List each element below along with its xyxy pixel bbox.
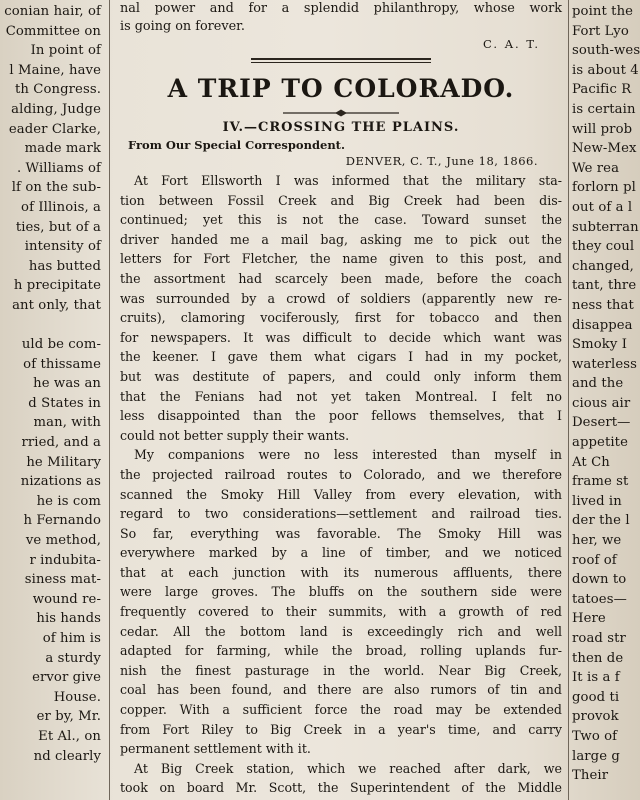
left-column-line: his hands xyxy=(36,611,101,627)
left-column-line: r indubita- xyxy=(29,552,101,568)
right-column-line: good ti xyxy=(572,689,620,705)
article-line: less disappointed than the poor fellows themselves, that I xyxy=(120,408,562,424)
right-column-line: tatoes— xyxy=(572,591,627,607)
article-line: tion between Fossil Creek and Big Creek had been dis- xyxy=(120,192,562,208)
article-paragraph xyxy=(120,445,562,759)
right-column-line: cious air xyxy=(572,395,631,411)
right-column-line: roof of xyxy=(572,552,617,568)
previous-article-line-end: is going on forever. xyxy=(120,19,245,34)
article-line: the assortment had scarcely been made, before the coach xyxy=(120,270,562,286)
left-column-line: ve method, xyxy=(25,533,101,549)
previous-article-line: nal power and for a splendid philanthropy, whose work xyxy=(120,1,562,16)
article-line: cruits), clamoring vociferously, first for tobacco and then xyxy=(120,310,562,326)
left-column-line: he was an xyxy=(33,376,101,392)
article-line: regard to two considerations—settlement and railroad ties. xyxy=(120,506,562,522)
left-column-line: alding, Judge xyxy=(11,101,101,117)
article-line: the projected railroad routes to Colorado, and we therefore xyxy=(120,466,562,482)
article-line: nish the finest pasturage in the world. Near Big Creek, xyxy=(120,662,562,678)
left-column-line: d States in xyxy=(28,395,101,411)
right-column-line: appetite xyxy=(572,435,628,451)
right-column-line: her, we xyxy=(572,533,622,549)
right-column-line: New-Mex xyxy=(572,141,637,157)
left-column-line: a sturdy xyxy=(45,650,101,666)
right-column-line: provok xyxy=(572,709,619,725)
article-byline: From Our Special Correspondent. xyxy=(128,138,346,152)
article-dateline: DENVER, C. T., June 18, 1866. xyxy=(345,154,538,168)
left-column-line: nd clearly xyxy=(33,748,101,764)
right-column-line: Pacific R xyxy=(572,82,632,98)
left-column-line: siness mat- xyxy=(24,572,101,588)
article-line: but was destitute of papers, and could only inform them xyxy=(120,368,562,384)
right-column-line: At Ch xyxy=(572,454,610,470)
left-column-line: er by, Mr. xyxy=(36,709,101,725)
left-column-line: intensity of xyxy=(24,239,101,255)
right-column-line: and the xyxy=(572,376,624,392)
article-paragraph xyxy=(120,171,562,445)
article-line: cedar. All the bottom land is exceedingly rich and well xyxy=(120,623,562,639)
left-column-line: ties, but of a xyxy=(15,219,101,235)
right-column-line: We rea xyxy=(572,160,620,176)
right-column-line: Fort Lyo xyxy=(572,23,629,39)
right-column-line: is certain xyxy=(572,101,636,117)
left-column-line: ant only, that xyxy=(12,297,101,313)
right-column-fragment xyxy=(570,0,640,800)
article-line: frequently covered to their summits, with a growth of red xyxy=(120,604,562,620)
left-column-line: he is com xyxy=(36,493,101,509)
left-column-lines xyxy=(0,0,104,766)
right-column-line: ness that xyxy=(572,297,634,313)
right-column-line: out of a l xyxy=(572,199,633,215)
column-rule-right xyxy=(568,0,569,800)
left-column-line: ervor give xyxy=(32,670,101,686)
right-column-line: Smoky I xyxy=(572,337,628,353)
left-column-line: nizations as xyxy=(20,474,101,490)
right-column-line: Two of xyxy=(572,728,618,744)
article-line: that the Fenians had not yet taken Montreal. I felt no xyxy=(120,388,562,404)
article-separator xyxy=(251,58,431,63)
article-line: My companions were no less interested than myself in xyxy=(134,447,562,463)
article-line: letters for Fort Fletcher, the name given to this post, and xyxy=(120,251,562,267)
article-line: adapted for farming, while the broad, rolling uplands fur- xyxy=(120,643,562,659)
article-line: took on board Mr. Scott, the Superintendent of the Middle xyxy=(120,780,562,796)
left-column-line: House. xyxy=(53,689,101,705)
article-line: the keener. I gave them what cigars I had in my pocket, xyxy=(120,349,562,365)
right-column-line: It is a f xyxy=(572,670,620,686)
article-line: could not better supply their wants. xyxy=(120,427,350,443)
right-column-line: point the xyxy=(572,4,634,19)
left-column-line: In point of xyxy=(30,43,101,59)
article-line: were large groves. The bluffs on the southern side were xyxy=(120,584,562,600)
left-column-line: man, with xyxy=(33,415,101,431)
article-line: coal has been found, and there are also rumors of tin and xyxy=(120,682,562,698)
article-line: from Fort Riley to Big Creek in a year's time, and carry xyxy=(120,721,562,737)
right-column-line: large g xyxy=(572,748,620,764)
article-subhead: IV.—CROSSING THE PLAINS. xyxy=(222,120,460,135)
right-column-line: road str xyxy=(572,631,626,646)
left-column-line: he Military xyxy=(26,454,101,470)
article-line: copper. With a sufficient force the road may be extended xyxy=(120,702,562,718)
left-column-line: . Williams of xyxy=(16,160,101,176)
article-line: permanent settlement with it. xyxy=(120,741,311,757)
article-line: was surrounded by a crowd of soldiers (apparently new re- xyxy=(120,290,562,306)
article-line: continued; yet this is not the case. Toward sunset the xyxy=(120,212,562,228)
right-column-line: disappea xyxy=(572,317,633,333)
article-line: At Big Creek station, which we reached after dark, we xyxy=(134,760,562,776)
right-column-line: subterran xyxy=(572,219,639,235)
right-column-line: waterless xyxy=(572,356,638,372)
left-column-line: uld be com- xyxy=(21,337,101,353)
right-column-line: Here xyxy=(572,611,606,627)
left-column-line: of Illinois, a xyxy=(21,199,101,215)
right-column-line: Their xyxy=(572,768,609,784)
right-column-line: down to xyxy=(572,572,627,588)
left-column-line: wound re- xyxy=(32,591,101,607)
article-line: that at each junction with its numerous affluents, there xyxy=(120,564,562,580)
main-article-column xyxy=(114,0,566,800)
left-column-line xyxy=(0,316,104,336)
article-line: everywhere marked by a line of timber, and we noticed xyxy=(120,545,562,561)
left-column-line: h precipitate xyxy=(13,278,101,294)
right-column-line: der the l xyxy=(572,513,630,529)
article-body xyxy=(120,171,562,798)
left-column-line: lf on the sub- xyxy=(11,180,101,196)
right-column-line: they coul xyxy=(572,239,635,255)
right-column-line: is about 4 xyxy=(572,62,639,78)
left-column-line: Et Al., on xyxy=(38,728,101,744)
article-paragraph xyxy=(120,759,562,798)
left-column-line: made mark xyxy=(24,141,101,157)
article-headline: A TRIP TO COLORADO. xyxy=(167,74,515,103)
left-column-line: Committee on xyxy=(5,23,101,39)
left-column-line: h Fernando xyxy=(23,513,101,529)
right-column-line: lived in xyxy=(572,493,622,509)
left-column-line: has butted xyxy=(28,258,101,274)
right-column-line: tant, thre xyxy=(572,278,637,294)
right-column-line: changed, xyxy=(572,258,634,274)
article-line: driver handed me a mail bag, asking me to pick out the xyxy=(120,231,562,247)
left-column-line: rried, and a xyxy=(21,435,101,451)
article-line: scanned the Smoky Hill Valley from every elevation, with xyxy=(120,486,562,502)
previous-article-signature: C. A. T. xyxy=(483,37,540,51)
article-line: So far, everything was favorable. The Smoky Hill was xyxy=(120,525,562,541)
right-column-line: south-wes xyxy=(572,43,640,59)
left-column-fragment xyxy=(0,0,104,800)
left-column-line: th Congress. xyxy=(15,82,101,98)
left-column-line: of him is xyxy=(42,631,101,646)
right-column-line: forlorn pl xyxy=(572,180,636,196)
article-line: for newspapers. It was difficult to decide which want was xyxy=(120,329,562,345)
dash-ornament-icon xyxy=(120,109,562,117)
right-column-line: will prob xyxy=(572,121,633,137)
left-column-line: of thissame xyxy=(23,356,101,372)
column-rule-left xyxy=(109,0,110,800)
right-column-line: Desert— xyxy=(572,415,631,431)
right-column-lines xyxy=(570,0,640,786)
left-column-line: conian hair, of xyxy=(4,4,101,19)
article-line: At Fort Ellsworth I was informed that the military sta- xyxy=(134,173,562,188)
right-column-line: then de xyxy=(572,650,624,666)
right-column-line: frame st xyxy=(572,474,629,490)
left-column-line: eader Clarke, xyxy=(8,121,101,137)
left-column-line: l Maine, have xyxy=(9,62,101,78)
